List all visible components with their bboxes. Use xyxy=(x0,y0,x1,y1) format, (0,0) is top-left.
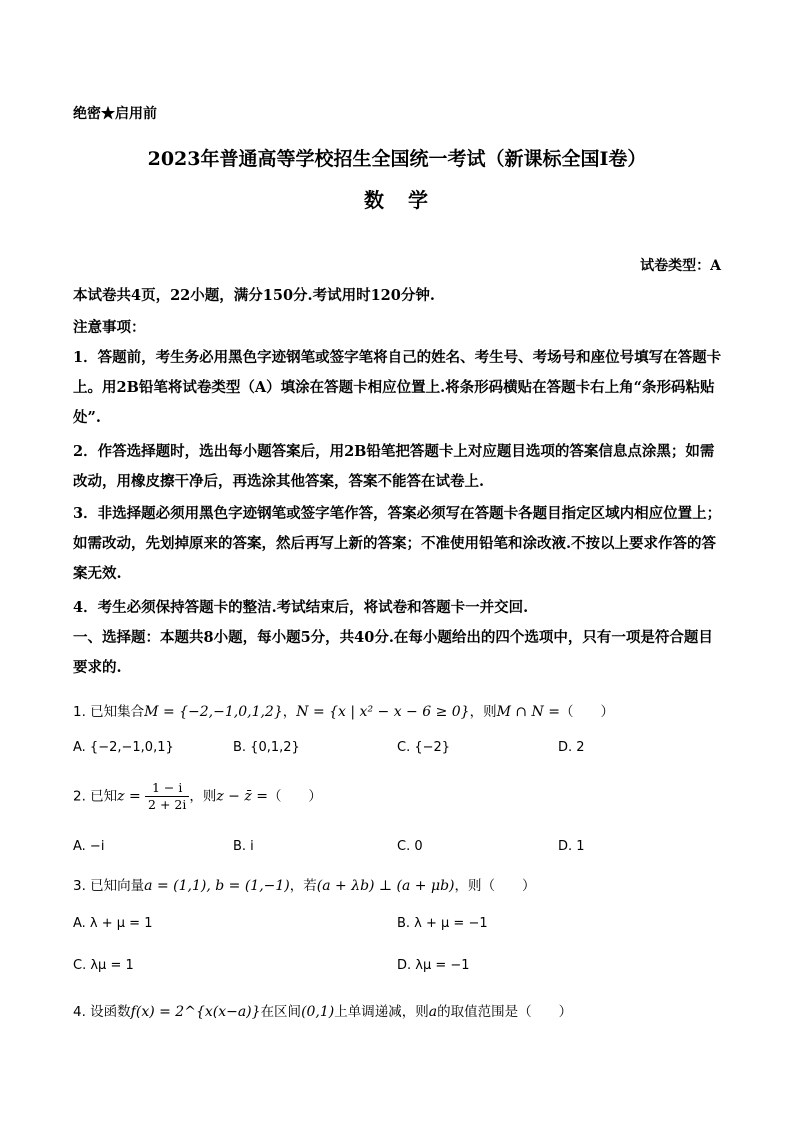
question-4: 4. 设函数f(x) = 2^{x(x−a)}在区间(0,1)上单调递减，则a的取值范围是（ ） xyxy=(73,1004,573,1020)
param-a: a xyxy=(428,1004,438,1020)
question-2: 2. 已知z = $\frac{1 - i}{2 + 2i}$ ，则z − z̄ =（ ） xyxy=(73,780,322,812)
q1-option-c: C. {−2} xyxy=(397,740,451,755)
confidential-label: 绝密★启用前 xyxy=(73,106,157,122)
notice-1: 1．答题前，考生务必用黑色字迹钢笔或签字笔将自己的姓名、考生号、考场号和座位号填写在答题卡上。用2B铅笔将试卷类型（A）填涂在答题卡相应位置上.将条形码横贴在答题卡右上角“条形码粘贴处”. xyxy=(73,349,722,426)
intro-text: 本试卷共4页，22小题，满分150分.考试用时120分钟. xyxy=(73,287,435,304)
function-def: f(x) = 2^{x(x−a)} xyxy=(130,1004,261,1020)
fraction: $\frac{1 - i}{2 + 2i}$ xyxy=(145,780,189,813)
notice-4: 4．考生必须保持答题卡的整洁.考试结束后，将试卷和答题卡一并交回. xyxy=(73,599,529,616)
question-3: 3. 已知向量a = (1,1), b = (1,−1)，若(a + λb) ⊥ (a + μb)，则（ ） xyxy=(73,878,536,894)
subject-title: 数 学 xyxy=(364,188,430,212)
notice-3: 3．非选择题必须用黑色字迹钢笔或签字笔作答，答案必须写在答题卡各题目指定区域内相应位置上；如需改动，先划掉原来的答案，然后再写上新的答案；不准使用铅笔和涂改液.不按以上要求作答的答案无效. xyxy=(73,505,722,582)
q1-option-d: D. 2 xyxy=(558,740,585,755)
perpendicular-cond: (a + λb) ⊥ (a + μb) xyxy=(316,878,455,894)
q2-option-a: A. −i xyxy=(73,839,105,854)
q3-option-a: A. λ + μ = 1 xyxy=(73,916,153,931)
q2-option-c: C. 0 xyxy=(397,839,423,854)
z-minus-conj: z − z̄ = xyxy=(216,788,268,805)
exam-title: 2023年普通高等学校招生全国统一考试（新课标全国Ⅰ卷） xyxy=(147,148,647,170)
paper-type: 试卷类型：A xyxy=(640,258,721,274)
interval: (0,1) xyxy=(301,1004,335,1020)
q3-option-b: B. λ + μ = −1 xyxy=(397,916,488,931)
notice-title: 注意事项： xyxy=(73,319,146,336)
set-n: N = {x | x² − x − 6 ≥ 0} xyxy=(296,704,470,720)
intersection-expr: M ∩ N = xyxy=(496,704,560,720)
q2-option-d: D. 1 xyxy=(558,839,585,854)
set-m: M = {−2,−1,0,1,2} xyxy=(144,704,283,720)
q1-option-a: A. {−2,−1,0,1} xyxy=(73,740,174,755)
section-1-heading: 一、选择题：本题共8小题，每小题5分，共40分.在每小题给出的四个选项中，只有一项是符合题目要求的. xyxy=(73,629,713,676)
q2-option-b: B. i xyxy=(233,839,254,854)
q3-option-d: D. λμ = −1 xyxy=(397,958,470,973)
q3-option-c: C. λμ = 1 xyxy=(73,958,134,973)
vectors-def: a = (1,1), b = (1,−1) xyxy=(144,878,290,894)
notice-2: 2．作答选择题时，选出每小题答案后，用2B铅笔把答题卡上对应题目选项的答案信息点涂黑；如需改动，用橡皮擦干净后，再选涂其他答案，答案不能答在试卷上. xyxy=(73,443,715,490)
q1-option-b: B. {0,1,2} xyxy=(233,740,300,755)
question-1: 1. 已知集合M = {−2,−1,0,1,2}，N = {x | x² − x − 6 ≥ 0}，则M ∩ N =（ ） xyxy=(73,704,614,720)
